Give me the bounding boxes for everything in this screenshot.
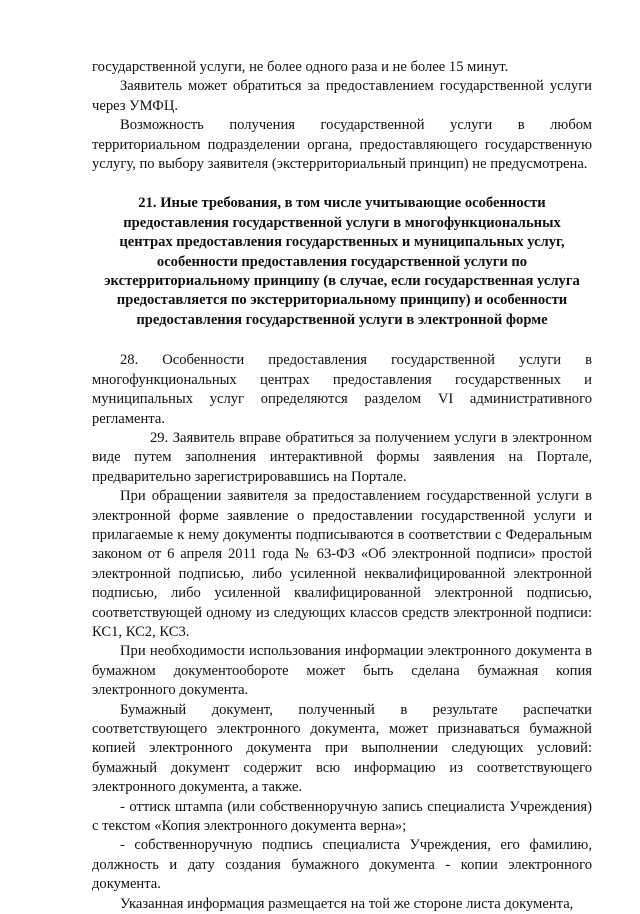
paragraph-electronic-signature: При обращении заявителя за предоставлением государственной услуги в электронной форме заявление о предоставлении государственной услуги и прилагаемые к нему документы подписываются в соответствии с Федеральным законом от 6 апреля 2011 года № 63-ФЗ «Об электронной подписи» простой электронной подписью, либо усиленной неквалифицированной электронной подписью, либо усиленной квалифицированной электронной подписью, соответствующей одному из следующих классов средств электронной подписи: КС1, КС2, КС3. <box>92 488 592 640</box>
paragraph-paper-document-conditions: Бумажный документ, полученный в результате распечатки соответствующего электронного документа, может признаваться бумажной копией электронного документа при выполнении следующих условий: бумажный документ содержит всю информацию из соответствующего электронного документа, а также. <box>92 701 592 796</box>
paragraph-service-time: государственной услуги, не более одного раза и не более 15 минут. <box>92 59 509 75</box>
section-heading-21: 21. Иные требования, в том числе учитывающие особенности предоставления государственной услуги в многофункциональных центрах предоставления государственных и муниципальных услуг, особенности предоставления государственной услуги по экстерриториальному принципу (в случае, если государственная услуга предоставляется по экстерриториальному принципу) и особенности предоставления государственной услуги в электронной форме <box>104 195 580 328</box>
paragraph-29: 29. Заявитель вправе обратиться за получением услуги в электронном виде путем заполнения интерактивной формы заявления на Портале, предварительно зарегистрировавшись на Портале. <box>92 429 592 485</box>
list-item-stamp: - оттиск штампа (или собственноручную запись специалиста Учреждения) с текстом «Копия электронного документа верна»; <box>92 798 592 835</box>
paragraph-umfc: Заявитель может обратиться за предоставлением государственной услуги через УМФЦ. <box>92 78 592 114</box>
paragraph-paper-copy: При необходимости использования информации электронного документа в бумажном документообороте может быть сделана бумажная копия электронного документа. <box>92 643 592 699</box>
list-item-signature: - собственноручную подпись специалиста Учреждения, его фамилию, должность и дату создания бумажного документа - копии электронного документа. <box>92 837 592 893</box>
document-page <box>92 58 592 914</box>
paragraph-placement: Указанная информация размещается на той же стороне листа документа, <box>120 895 574 912</box>
paragraph-28: 28. Особенности предоставления государственной услуги в многофункциональных центрах предоставления государственных и муниципальных услуг определяются разделом VI административного регламента. <box>92 352 592 427</box>
paragraph-extraterritorial: Возможность получения государственной услуги в любом территориальном подразделении органа, предоставляющего государственную услугу, по выбору заявителя (экстерриториальный принцип) не предусмотрена. <box>92 117 592 173</box>
